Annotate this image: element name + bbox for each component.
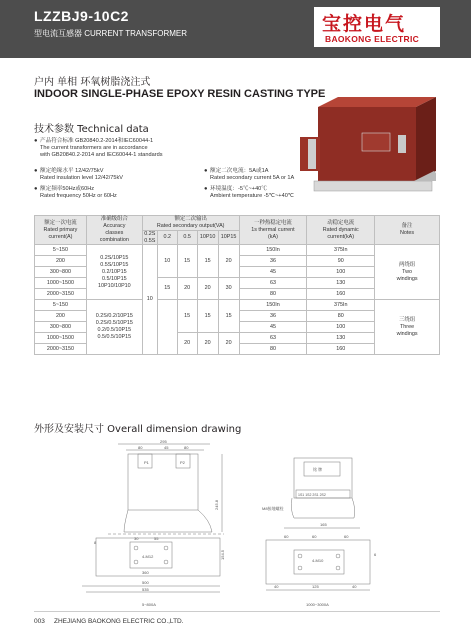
logo-chinese: 宝控电气 [322,13,407,35]
nameplate-label: 铭 牌 [313,467,323,472]
accuracy-line: 0.5S/10P15 [100,261,129,268]
note-line: windings [396,275,418,282]
bolt-m12: 4-M12 [142,554,154,559]
plan-view-large [266,540,370,590]
dim-360: 360 [142,570,149,575]
header-line: 额定二次输出 [174,216,207,222]
dim-45: 45 [164,445,169,450]
spec-line: 额定频率50Hz或60Hz [40,186,95,192]
spec-line: Rated secondary current 5A or 1A [210,175,295,181]
range-label-large: 1000~3000A [306,602,329,607]
cell-va: 10 [157,245,177,278]
cell-va: 15 [197,300,218,333]
terminal-p1: P1 [144,460,149,465]
header-va-05: 0.5 [177,231,197,245]
cell-va: 20 [218,333,239,355]
bullet-icon: ● [34,186,38,192]
bolt-m10: 4-M10 [312,558,324,563]
cell-primary: 2000~3150 [35,289,87,300]
dim-165: 165 [320,522,327,527]
cell-dynamic: 160 [307,344,375,355]
range-label-small: 5~800A [142,602,156,607]
dim-295: 295 [160,440,167,444]
header-primary-current [35,216,87,245]
cell-primary: 200 [35,256,87,267]
dimension-drawing-heading: 外形及安装尺寸 Overall dimension drawing [34,424,242,435]
dim-154: 154.5 [220,549,225,560]
header-line: Notes [400,230,415,236]
header-thermal-current [239,216,307,245]
cell-va: 20 [218,245,239,278]
accuracy-line: 0.2/0.5/10P15 [97,327,132,333]
product-title-en: INDOOR SINGLE-PHASE EPOXY RESIN CASTING TYPE [34,88,326,100]
cell-va: 20 [177,278,197,300]
bullet-icon: ● [204,186,208,192]
header-line: 额定一次电流 [44,219,77,226]
accuracy-line: 10P10/10P10 [97,282,131,289]
dim-535: 535 [142,587,149,592]
dim-80-right: 80 [184,445,189,450]
model-title: LZZBJ9-10C2 [34,8,129,24]
cell-note-two-windings [375,245,440,300]
cell-thermal: 80 [239,344,307,355]
spec-line: Rated insulation level 12/42/75kV [40,175,124,181]
dim-60-left: 60 [284,534,289,539]
bullet-icon: ● [34,138,38,144]
accuracy-line: 0.5/10P15 [102,275,127,282]
cell-dynamic: 130 [307,278,375,289]
header-line: 准确级组合 [100,216,128,222]
spec-line: 额定二次电流：5A或1A [210,168,269,174]
spec-temperature [204,186,410,200]
accuracy-line: 0.2S/0.5/10P15 [95,320,133,326]
note-line: 两绕组 [398,261,416,268]
dim-6: 6 [374,552,377,557]
header-line: Rated secondary output(VA) [156,223,225,229]
dim-8: 8 [94,540,97,545]
header-line: combination [99,237,129,243]
cell-thermal: 45 [239,322,307,333]
cell-primary: 5~150 [35,300,87,311]
header-line: 一秒热稳定电流 [254,219,292,226]
cell-va: 15 [197,245,218,278]
footer-divider [34,611,440,612]
cell-va: 15 [157,278,177,300]
cell-thermal: 150In [239,245,307,256]
header-line: Accuracy [103,223,126,229]
accuracy-line: 0.2S/0.2/10P15 [95,313,133,319]
cell-primary: 5~150 [35,245,87,256]
cell-va: 20 [177,333,197,355]
dim-245: 245.8 [214,499,219,510]
header-va-02: 0.2 [157,231,177,245]
spec-line: Ambient temperature -5℃~+40℃ [210,193,295,199]
note-line: Two [402,268,412,275]
spec-line: 环境温度：-5℃~+40℃ [210,186,267,192]
cell-dynamic: 130 [307,333,375,344]
cell-dynamic: 375In [307,245,375,256]
spec-secondary-current [204,168,410,182]
brand-logo [314,7,440,47]
note-line: Three [400,323,415,330]
cell-primary: 300~800 [35,322,87,333]
bullet-icon: ● [204,168,208,174]
cell-accuracy-group1 [86,245,142,300]
dim-125: 125 [312,584,319,589]
cell-va-empty [157,300,177,355]
header-dynamic-current [307,216,375,245]
cell-va: 15 [177,300,197,333]
cell-thermal: 63 [239,278,307,289]
cell-dynamic: 100 [307,267,375,278]
dim-30: 30 [134,536,139,541]
header-line: classes [105,230,124,236]
header-line: current(A) [48,233,73,240]
cell-primary: 1000~1500 [35,333,87,344]
header-line: (kA) [268,233,278,240]
dim-500: 500 [142,580,149,585]
header-line: 备注 [401,223,413,229]
note-line: windings [396,330,418,337]
cell-va: 20 [197,333,218,355]
spec-line: with GB20840.2-2014 and IEC60044-1 standards [40,152,163,158]
cell-primary: 300~800 [35,267,87,278]
cell-thermal: 36 [239,256,307,267]
accuracy-line: 0.2/10P15 [102,268,127,275]
cell-va: 20 [197,278,218,300]
header-line: 动稳定电流 [327,219,355,226]
technical-data-table [34,215,440,355]
header-va-10p10: 10P10 [197,231,218,245]
cell-va: 15 [218,300,239,333]
spec-line: 产品符合标准 GB20840.2-2014和IEC60044-1 [40,138,154,144]
cell-primary: 200 [35,311,87,322]
product-title-cn: 户内 单相 环氧树脂浇注式 [34,77,151,88]
cell-va: 15 [177,245,197,278]
cell-thermal: 80 [239,289,307,300]
dim-80-left: 80 [138,445,143,450]
note-line: 三绕组 [398,316,416,323]
spec-standard [34,138,240,159]
front-view [108,444,224,534]
cell-dynamic: 375In [307,300,375,311]
ground-bolt-label: M8接地螺栓 [262,506,284,511]
cell-thermal: 150In [239,300,307,311]
header-va-10p15: 10P15 [218,231,239,245]
header-va-02s: 0.2S 0.5S [144,231,156,244]
header-secondary-output [142,216,239,231]
cell-thermal: 45 [239,267,307,278]
header-line: 1s thermal current [251,226,295,233]
header-line: current(kA) [327,233,355,240]
secondary-terminals: 1S1 1S2 2S1 2S2 [298,493,326,497]
dim-40-left: 40 [274,584,279,589]
cell-dynamic: 100 [307,322,375,333]
header-line: Rated dynamic [322,226,359,233]
header-line: Rated primary [43,226,78,233]
cell-dynamic: 80 [307,311,375,322]
company-name: ZHEJIANG BAOKONG ELECTRIC CO.,LTD. [54,618,184,625]
header-bar [0,0,471,58]
accuracy-line: 0.2S/10P15 [100,254,129,261]
tech-data-heading: 技术参数 Technical data [34,124,149,135]
logo-english: BAOKONG ELECTRIC [325,34,420,44]
cell-va-shared: 10 [142,245,157,355]
cell-primary: 2000~3150 [35,344,87,355]
page-number: 003 [34,618,45,625]
dimension-drawing [34,440,440,610]
dim-60-right: 60 [344,534,349,539]
cell-dynamic: 90 [307,256,375,267]
spec-line: 额定绝缘水平 12/42/75kV [40,168,104,174]
model-subtitle: 型电流互感器 CURRENT TRANSFORMER [34,29,188,38]
dim-40-right: 40 [352,584,357,589]
spec-line: Rated frequency 50Hz or 60Hz [40,193,117,199]
cell-va: 30 [218,278,239,300]
cell-dynamic: 160 [307,289,375,300]
cell-primary: 1000~1500 [35,278,87,289]
accuracy-line: 0.5/0.5/10P15 [97,334,132,340]
bullet-icon: ● [34,168,38,174]
cell-accuracy-group2 [86,300,142,355]
header-accuracy [86,216,142,245]
cell-note-three-windings [375,300,440,355]
spec-line: The current transformers are in accordance [40,145,148,151]
plan-view-small [82,538,220,592]
dim-95: 60 [312,534,317,539]
dim-55: 55 [154,536,159,541]
terminal-p2: P2 [180,460,185,465]
cell-thermal: 63 [239,333,307,344]
header-notes [375,216,440,245]
cell-thermal: 36 [239,311,307,322]
